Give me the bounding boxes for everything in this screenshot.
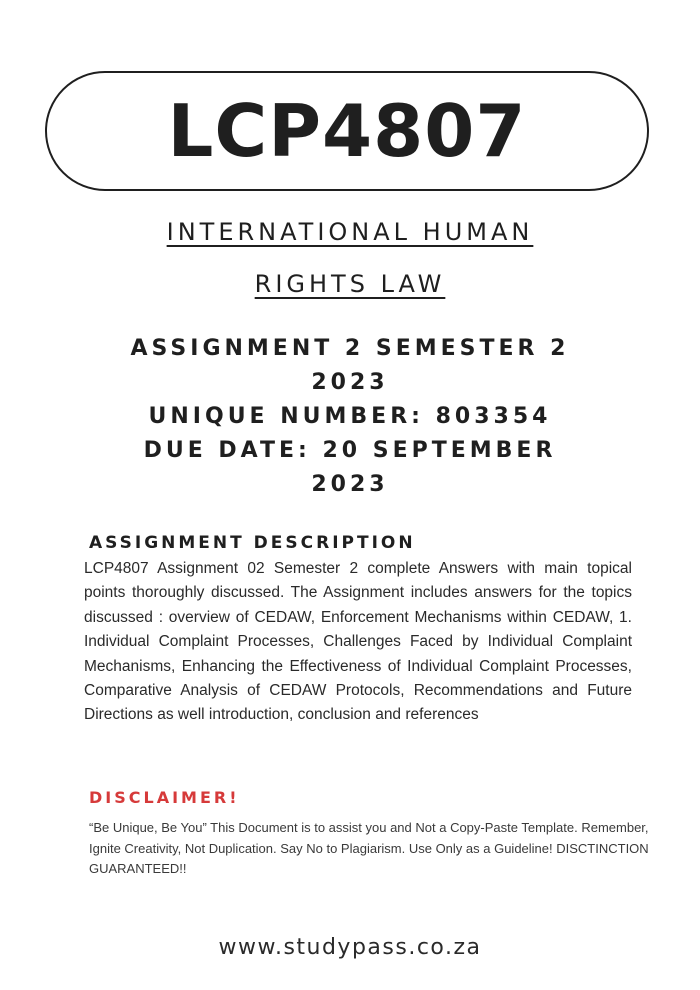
description-body: LCP4807 Assignment 02 Semester 2 complete Answers with main topical points thoroughly discussed. The Assignment includes answers for the topics discussed : overview of CEDAW, Enforcement Mechanisms within CEDAW, 1. Individual Complaint Processes, Challenges Faced by Individual Complaint Mechanisms, Enhancing the Effectiveness of Individual Complaint Processes, Comparative Analysis of CEDAW Protocols, Recommendations and Future Directions as well introduction, conclusion and references xyxy=(84,560,632,724)
subject-title-line-1 xyxy=(0,218,700,246)
subject-title-text-1: INTERNATIONAL HUMAN xyxy=(166,218,534,246)
assignment-semester: ASSIGNMENT 2 SEMESTER 2 xyxy=(130,336,570,361)
assignment-details xyxy=(90,332,610,502)
disclaimer-heading: DISCLAIMER! xyxy=(89,788,240,807)
course-code: LCP4807 xyxy=(167,89,527,173)
unique-number: UNIQUE NUMBER: 803354 xyxy=(148,404,552,429)
website-link[interactable]: www.studypass.co.za xyxy=(218,935,482,960)
course-code-banner xyxy=(45,71,649,191)
disclaimer-body: “Be Unique, Be You” This Document is to assist you and Not a Copy-Paste Template. Remember, Ignite Creativity, Not Duplication. Say No to Plagiarism. Use Only as a Guideline! DISCTINCTION GUARANTEED!! xyxy=(89,820,649,876)
due-date: DUE DATE: 20 SEPTEMBER xyxy=(143,438,557,463)
assignment-year: 2023 xyxy=(311,370,389,395)
description-heading: ASSIGNMENT DESCRIPTION xyxy=(89,533,416,553)
subject-title-text-2: RIGHTS LAW xyxy=(254,270,446,298)
subject-title-line-2 xyxy=(0,270,700,298)
due-date-year: 2023 xyxy=(311,472,389,497)
